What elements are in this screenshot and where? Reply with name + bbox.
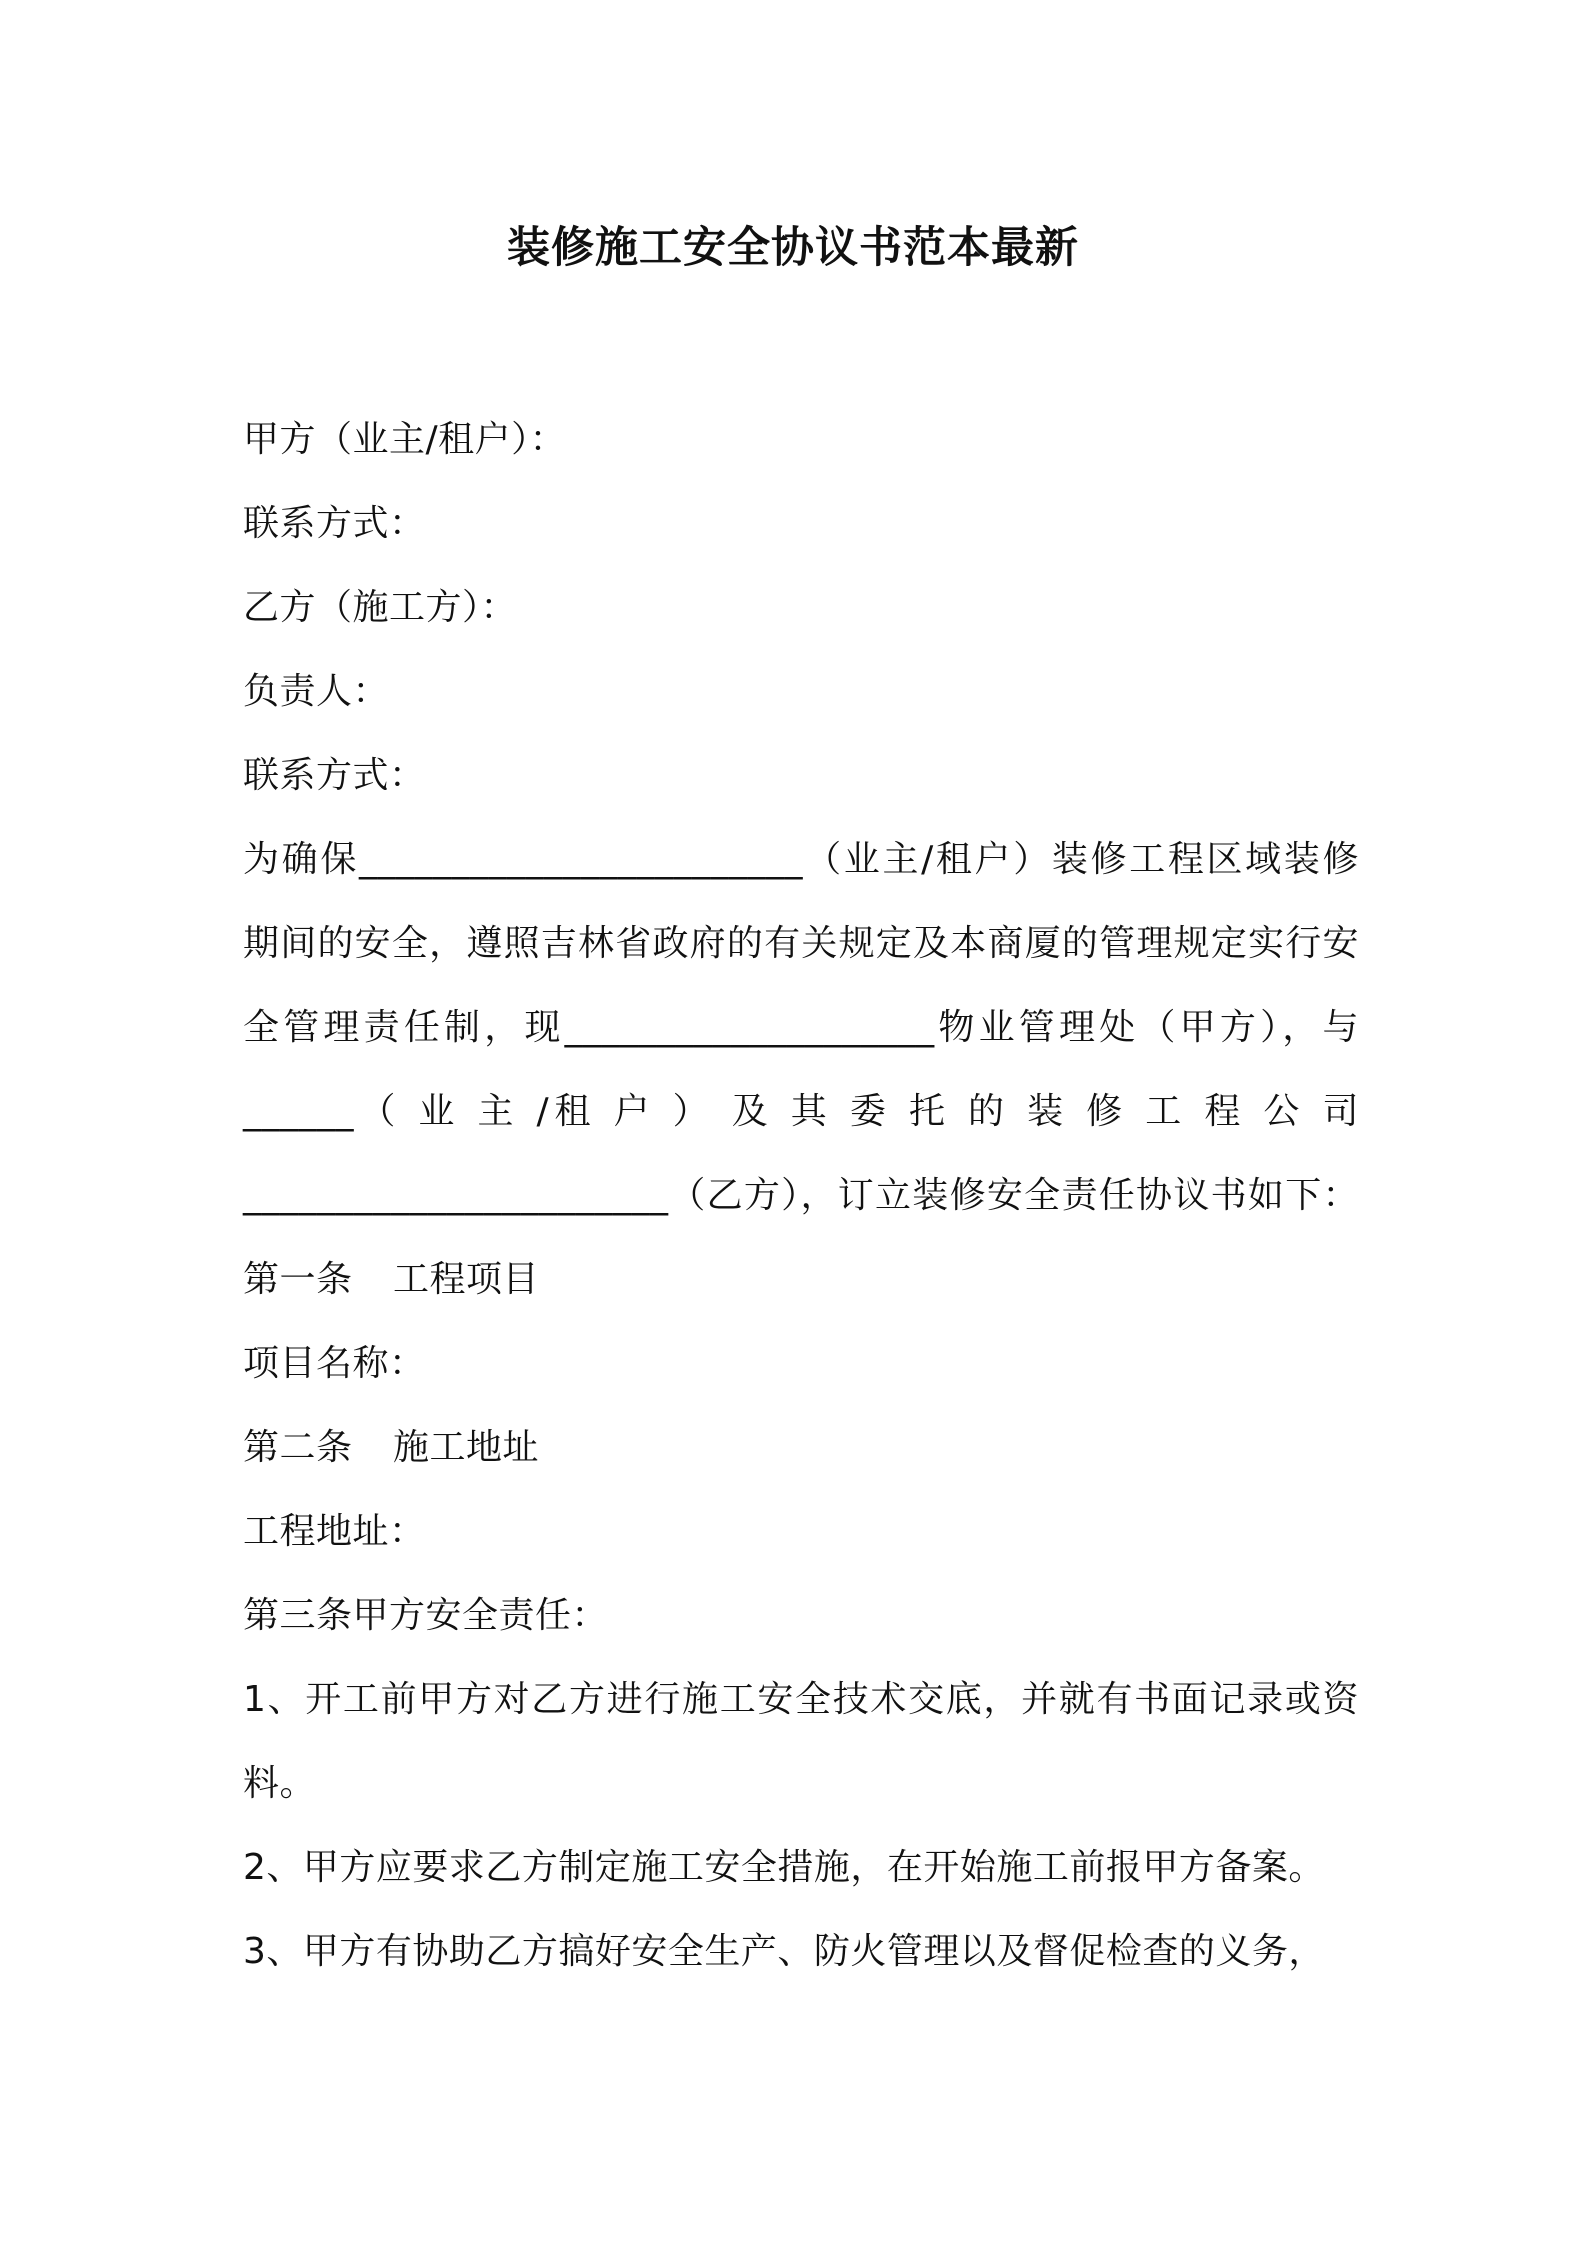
article-2-title: 施工地址: [393, 1427, 540, 1468]
article-3-item-1-line-1: 1、开工前甲方对乙方进行施工安全技术交底，并就有书面记录或资: [243, 1679, 1359, 1720]
article-3-heading: 第三条甲方安全责任：: [243, 1595, 609, 1636]
article-1-title: 工程项目: [393, 1259, 540, 1300]
document-title: 装修施工安全协议书范本最新: [507, 223, 1079, 273]
article-2-heading: [243, 1412, 1359, 1496]
article-3-item-2: 2、甲方应要求乙方制定施工安全措施，在开始施工前报甲方备案。: [243, 1847, 1325, 1888]
party-a-line: 甲方（业主/租户）：: [243, 419, 567, 460]
preamble-line-2: 期间的安全，遵照吉林省政府的有关规定及本商厦的管理规定实行安: [243, 923, 1359, 964]
preamble-line-3: 全管理责任制，现____________________物业管理处（甲方），与: [243, 1007, 1359, 1048]
article-3-item-1-line-2: 料。: [243, 1763, 317, 1804]
article-1-number: 第一条: [243, 1259, 353, 1300]
project-name-line: 项目名称：: [243, 1343, 426, 1384]
article-1-heading: [243, 1244, 1359, 1328]
party-b-line: 乙方（施工方）：: [243, 587, 518, 628]
party-a-contact-line: 联系方式：: [243, 503, 426, 544]
project-address-line: 工程地址：: [243, 1511, 426, 1552]
document-body: [243, 404, 1359, 2000]
article-2-number: 第二条: [243, 1427, 353, 1468]
responsible-person-line: 负责人：: [243, 671, 390, 712]
preamble-line-1: 为确保________________________（业主/租户）装修工程区域装修: [243, 839, 1359, 880]
preamble-line-5: _______________________（乙方），订立装修安全责任协议书如下：: [243, 1175, 1359, 1216]
party-b-contact-line: 联系方式：: [243, 755, 426, 796]
preamble-line-4: ______（ 业 主 /租 户 ） 及 其 委 托 的 装 修 工 程 公 司: [243, 1091, 1359, 1132]
article-3-item-3: 3、甲方有协助乙方搞好安全生产、防火管理以及督促检查的义务，: [243, 1931, 1325, 1972]
